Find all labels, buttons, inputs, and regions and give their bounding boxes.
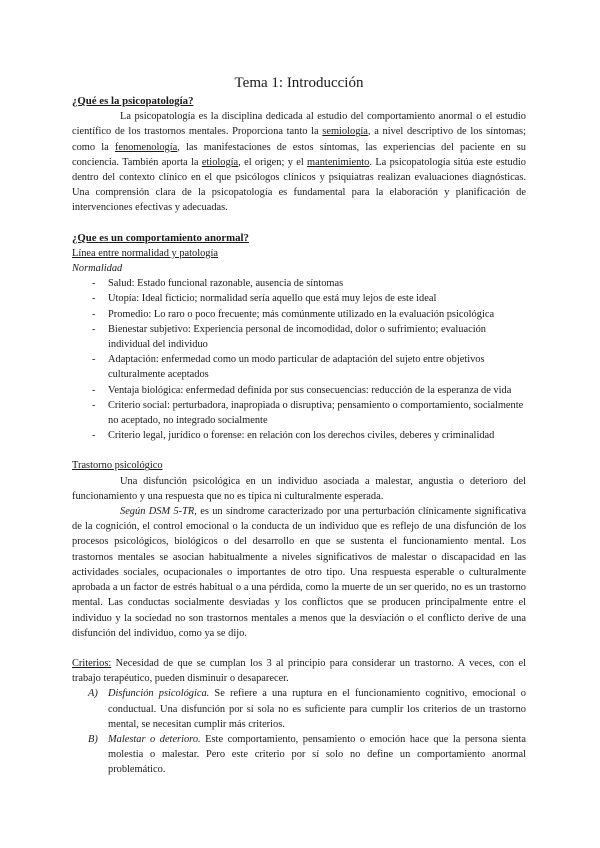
list-item: B) Malestar o deterioro. Este comportamiento, pensamiento o emoción hace que la persona sienta molestia o malestar. Pero este criterio por sí solo no define un comportamiento anormal problemático. bbox=[88, 733, 526, 776]
term-mantenimiento: mantenimiento bbox=[307, 156, 370, 168]
term-fenomenologia: fenomenología bbox=[114, 141, 178, 153]
criterios-list bbox=[72, 686, 526, 777]
list-item: - Criterio social: perturbadora, inapropiada o disruptiva; pensamiento o comportamiento, socialmente no aceptado, no integrado socialmente bbox=[92, 398, 526, 428]
normalidad-criteria-list bbox=[72, 276, 526, 443]
term-semiologia: semiología bbox=[322, 126, 368, 138]
list-item: - Bienestar subjetivo: Experiencia personal de incomodidad, dolor o sufrimiento; evaluación individual del individuo bbox=[92, 322, 526, 352]
paragraph-psicopatologia: La psicopatología es la disciplina dedicada al estudio del comportamiento anormal o el estudio científico de los trastornos mentales. Proporciona tanto la semiología, a nivel descriptivo de los síntomas; como la fenomenología, las manifestaciones de estos síntomas, las experiencias del paciente en su conciencia. También aporta la etiología, el origen; y el mantenimiento. La psicopatología sitúa este estudio dentro del contexto clínico en el que psicólogos clínicos y psiquiatras realizan evaluaciones diagnósticas. Una comprensión clara de la psicopatología es fundamental para la elaboración y planificación de intervenciones efectivas y adecuadas. bbox=[72, 111, 526, 214]
heading-que-es-psicopatologia: ¿Qué es la psicopatología? bbox=[72, 95, 194, 107]
list-item: A) Disfunción psicológica. Se refiere a una ruptura en el funcionamiento cognitivo, emocional o conductual. Una disfunción por sí sola no es suficiente para cumplir los criterios de un trastorno mental, se necesitan cumplir más criterios. bbox=[88, 688, 526, 730]
subheading-normalidad-patologia: Línea entre normalidad y patología bbox=[72, 247, 218, 259]
subheading-normalidad: Normalidad bbox=[72, 263, 123, 275]
paragraph-dsm5: Según DSM 5-TR, es un síndrome caracterizado por una perturbación clínicamente significativa de la cognición, el control emocional o la conducta de un individuo que es reflejo de una disfunción de los procesos psicológicos, biológicos o del desarrollo en que se sustenta el funcionamiento mental. Los trastornos mentales se asocian habitualmente a niveles significativos de malestar o discapacidad en las actividades sociales, ocupacionales o importantes de otro tipo. Una respuesta esperable o culturalmente aprobada a un factor de estrés habitual o a una pérdida, como la muerte de un ser querido, no es un trastorno mental. Las conductas socialmente desviadas y los conflictos que se producen principalmente entre el individuo y la sociedad no son trastornos mentales a menos que la desviación o el conflicto derive de una disfunción del individuo, como ya se dijo. bbox=[72, 506, 526, 639]
paragraph-criterios: Criterios: Necesidad de que se cumplan los 3 al principio para considerar un trastorno. A veces, con el trabajo terapéutico, pueden disminuir o desaparecer. bbox=[72, 657, 526, 685]
list-item: - Ventaja biológica: enfermedad definida por sus consecuencias: reducción de la esperanza de vida bbox=[92, 383, 526, 398]
term-etiologia: etiología bbox=[201, 156, 239, 168]
heading-comportamiento-anormal: ¿Que es un comportamiento anormal? bbox=[72, 231, 249, 244]
list-item: - Adaptación: enfermedad como un modo particular de adaptación del sujeto entre objetivos culturalmente aceptados bbox=[92, 352, 526, 382]
dsm-reference: Según DSM 5-TR bbox=[120, 506, 195, 518]
paragraph-trastorno-definition: Una disfunción psicológica en un individuo asociada a malestar, angustia o deterioro del funcionamiento y una respuesta que no es típica ni culturalmente esperada. bbox=[72, 475, 526, 502]
list-item: - Criterio legal, jurídico o forense: en relación con los derechos civiles, deberes y criminalidad bbox=[92, 428, 526, 443]
heading-trastorno-psicologico: Trastorno psicológico bbox=[72, 460, 163, 472]
list-item: - Utopía: Ideal ficticio; normalidad sería aquello que está muy lejos de este ideal bbox=[92, 291, 526, 306]
list-item: - Promedio: Lo raro o poco frecuente; más comúnmente utilizado en la evaluación psicológica bbox=[92, 307, 526, 322]
list-item: - Salud: Estado funcional razonable, ausencia de síntomas bbox=[92, 276, 526, 291]
criterios-label: Criterios: bbox=[72, 657, 112, 669]
page-title: Tema 1: Introducción bbox=[234, 75, 364, 91]
